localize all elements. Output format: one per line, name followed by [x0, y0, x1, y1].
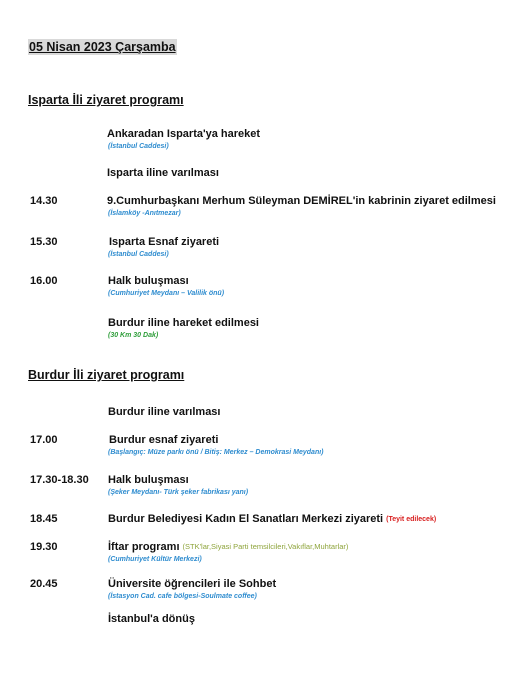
entry-title: Halk buluşması: [108, 474, 189, 486]
section-title-burdur: Burdur İli ziyaret programı: [28, 368, 185, 382]
entry-time: 14.30: [30, 195, 58, 207]
entry-title: Halk buluşması: [108, 275, 189, 287]
participants-note: (STK'lar,Siyasi Parti temsilcileri,Vakıflar,Muhtarlar): [182, 542, 349, 551]
entry-time: 20.45: [30, 578, 58, 590]
entry-title-text: İftar programı: [108, 541, 180, 553]
entry-title: Ankaradan Isparta'ya hareket: [107, 128, 261, 140]
entry-time: 17.30-18.30: [30, 474, 89, 486]
entry-location-note: (İstasyon Cad. cafe bölgesi-Soulmate coffee): [108, 593, 257, 600]
entry-location-note: (Şeker Meydanı- Türk şeker fabrikası yanı): [108, 489, 249, 496]
entry-title: Burdur iline varılması: [108, 406, 221, 418]
entry-travel-note: (30 Km 30 Dak): [108, 332, 159, 339]
entry-time: 19.30: [30, 541, 58, 553]
entry-location-note: (İstanbul Caddesi): [108, 143, 169, 150]
section-title-isparta: Isparta İli ziyaret programı: [28, 93, 184, 107]
entry-location-note: (Cumhuriyet Meydanı – Valilik önü): [108, 290, 225, 297]
entry-title: Burdur esnaf ziyareti: [109, 434, 219, 446]
entry-title: Üniversite öğrencileri ile Sohbet: [108, 578, 277, 590]
date-heading: 05 Nisan 2023 Çarşamba: [29, 40, 176, 54]
entry-time: 18.45: [30, 513, 58, 525]
entry-location-note: (İstanbul Caddesi): [108, 251, 169, 258]
entry-title: [108, 512, 436, 527]
entry-title: Isparta iline varılması: [107, 167, 219, 179]
entry-title: İstanbul'a dönüş: [108, 613, 195, 625]
entry-title: [108, 540, 348, 554]
entry-location-note: (Cumhuriyet Kültür Merkezi): [108, 556, 202, 563]
entry-location-note: (Başlangıç: Müze parkı önü / Bitiş: Merkez – Demokrasi Meydanı): [108, 449, 324, 456]
entry-title: Isparta Esnaf ziyareti: [109, 236, 220, 248]
entry-time: 15.30: [30, 236, 58, 248]
entry-title: 9.Cumhurbaşkanı Merhum Süleyman DEMİREL'in kabrinin ziyaret edilmesi: [107, 195, 496, 207]
entry-location-note: (İslamköy -Anıtmezar): [108, 210, 181, 217]
entry-title: Burdur iline hareket edilmesi: [108, 317, 259, 329]
entry-time: 16.00: [30, 275, 58, 287]
entry-title-text: Burdur Belediyesi Kadın El Sanatları Merkezi ziyareti: [108, 513, 384, 525]
entry-time: 17.00: [30, 434, 58, 446]
pending-confirmation-note: (Teyit edilecek): [386, 516, 437, 523]
